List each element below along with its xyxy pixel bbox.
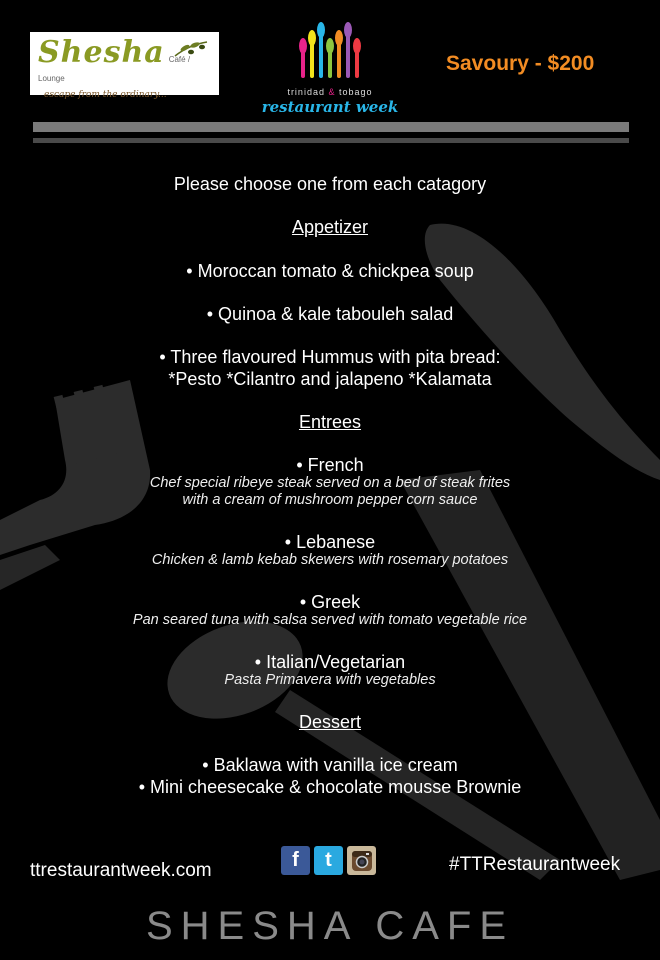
utensil-handle-2 [319,32,323,78]
section-dessert-title: Dessert [298,712,361,732]
instruction-text: Please choose one from each catagory [173,174,487,194]
entree-greek-desc: Pan seared tuna with salsa served with tomato vegetable rice [132,612,528,628]
utensil-head-5 [344,22,352,38]
utensil-handle-5 [346,32,350,78]
entree-lebanese-desc: Chicken & lamb kebab skewers with rosemary potatoes [151,552,509,568]
divider-bottom [33,138,629,143]
footer-brand: SHESHA CAFE [145,904,515,948]
section-appetizer-title: Appetizer [291,217,369,237]
hashtag-text: #TTRestaurantweek [449,854,621,875]
price-label: Savoury - $200 [446,52,595,75]
olive-branch-icon [173,38,209,60]
appetizer-item-salad: • Quinoa & kale tabouleh salad [206,304,454,324]
entree-italian-desc: Pasta Primavera with vegetables [224,672,436,688]
utensil-head-0 [299,38,307,54]
utensil-head-4 [335,30,343,46]
website-link[interactable]: ttrestaurantweek.com [30,860,212,881]
entree-french-desc-1: Chef special ribeye steak served on a bed of steak frites [149,475,511,491]
section-entrees-title: Entrees [298,412,362,432]
twitter-icon[interactable]: t [314,846,343,875]
restaurant-week-logo [255,8,405,116]
cutlery-colorful-icon [295,8,365,80]
entree-greek-name: • Greek [299,592,361,612]
utensil-head-6 [353,38,361,54]
rw-country-line: trinidad & tobago [287,87,373,97]
logo-tagline: escape from the ordinary... [44,90,167,100]
utensil-head-2 [317,22,325,38]
dessert-item-cheesecake: • Mini cheesecake & chocolate mousse Brownie [138,777,522,797]
facebook-icon[interactable]: f [281,846,310,875]
appetizer-item-hummus: • Three flavoured Hummus with pita bread: [159,347,501,367]
divider-top [33,122,629,132]
shesha-logo [30,32,219,100]
utensil-head-3 [326,38,334,54]
social-icons [281,846,376,875]
logo-name: Shesha [38,35,165,70]
instagram-icon[interactable] [347,846,376,875]
dessert-item-baklawa: • Baklawa with vanilla ice cream [202,755,458,775]
appetizer-item-soup: • Moroccan tomato & chickpea soup [186,261,474,281]
appetizer-item-hummus-flavours: *Pesto *Cilantro and jalapeno *Kalamata [168,369,492,389]
logo-sub: Café / Lounge [38,55,191,83]
entree-italian-name: • Italian/Vegetarian [254,652,406,672]
rw-title: restaurant week [261,98,399,116]
entree-french-name: • French [296,455,364,475]
utensil-head-1 [308,30,316,46]
camera-icon [351,850,373,872]
entree-lebanese-name: • Lebanese [284,532,376,552]
entree-french-desc-2: with a cream of mushroom pepper corn sauce [182,492,478,508]
